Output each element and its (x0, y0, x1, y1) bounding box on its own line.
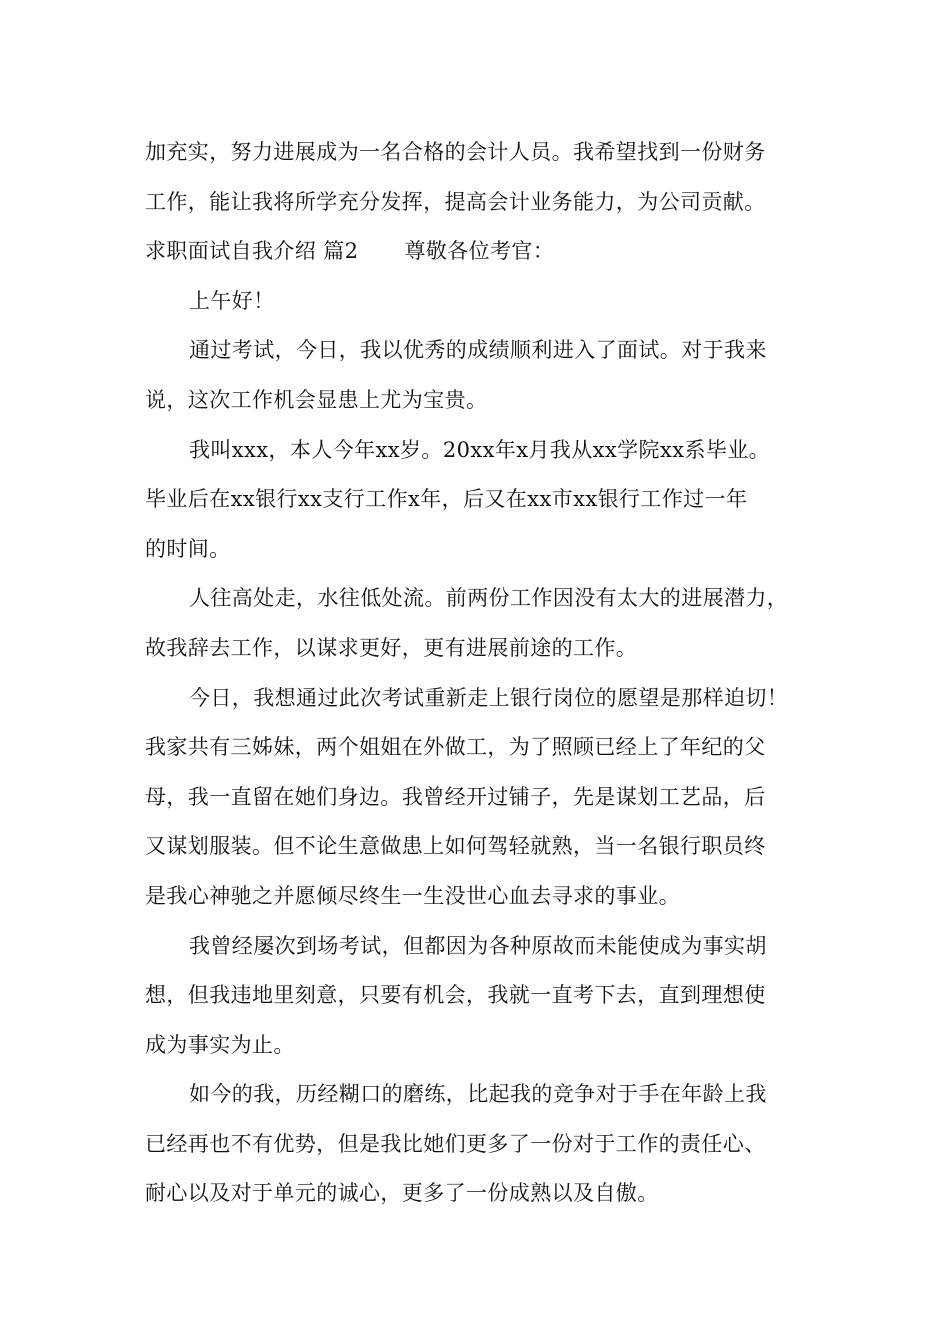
paragraph-career-move (145, 574, 825, 673)
paragraph-line: 人往高处走，水往低处流。前两份工作因没有太大的进展潜力， (189, 586, 789, 611)
paragraph-persistence (145, 922, 825, 1071)
section-title: 求职面试自我介绍 篇2 (145, 239, 359, 264)
paragraph-line: 的时间。 (145, 536, 231, 561)
paragraph-line: 如今的我，历经糊口的磨练，比起我的竞争对于手在年龄上我 (189, 1082, 767, 1107)
paragraph-line: 工作，能让我将所学充分发挥，提高会计业务能力，为公司贡献。 (145, 189, 766, 214)
paragraph-line: 已经再也不有优势，但是我比她们更多了一份对于工作的责任心、 (145, 1131, 766, 1156)
paragraph-line: 加充实，努力进展成为一名合格的会计人员。我希望找到一份财务 (145, 140, 766, 164)
paragraph-line: 通过考试，今日，我以优秀的成绩顺利进入了面试。对于我来 (189, 338, 767, 363)
salutation: 尊敬各位考官： (404, 239, 555, 264)
paragraph-line: 故我辞去工作，以谋求更好，更有进展前途的工作。 (145, 635, 638, 660)
paragraph-line: 我叫xxx，本人今年xx岁。20xx年x月我从xx学院xx系毕业。 (189, 437, 771, 462)
paragraph-line: 是我心神驰之并愿倾尽终生一生没世心血去寻求的事业。 (145, 883, 680, 908)
paragraph-exam-pass (145, 326, 825, 425)
paragraph-line: 耐心以及对于单元的诚心，更多了一份成熟以及自傲。 (145, 1181, 659, 1206)
paragraph-line: 我曾经屡次到场考试，但都因为各种原故而未能使成为事实胡 (189, 933, 767, 958)
paragraph-line: 想，但我违地里刻意，只要有机会，我就一直考下去，直到理想使 (145, 983, 766, 1008)
paragraph-intro-continuation (145, 128, 825, 227)
paragraph-line: 毕业后在xx银行xx支行工作x年，后又在xx市xx银行工作过一年 (145, 487, 748, 512)
paragraph-line: 说，这次工作机会显患上尤为宝贵。 (145, 387, 488, 412)
paragraph-line: 成为事实为止。 (145, 1032, 295, 1057)
paragraph-line: 母，我一直留在她们身边。我曾经开过铺子，先是谋划工艺品，后 (145, 784, 766, 809)
paragraph-desire (145, 674, 825, 922)
paragraph-background (145, 426, 825, 575)
paragraph-line: 又谋划服装。但不论生意做患上如何驾轻就熟，当一名银行职员终 (145, 834, 766, 859)
paragraph-greeting (145, 277, 825, 327)
paragraph-line: 上午好！ (189, 288, 275, 313)
paragraph-line: 今日，我想通过此次考试重新走上银行岗位的愿望是那样迫切！ (189, 685, 789, 710)
section-heading (145, 227, 825, 277)
paragraph-line: 我家共有三姊妹，两个姐姐在外做工，为了照顾已经上了年纪的父 (145, 735, 766, 760)
paragraph-strengths (145, 1070, 825, 1219)
document-body (145, 128, 825, 1219)
